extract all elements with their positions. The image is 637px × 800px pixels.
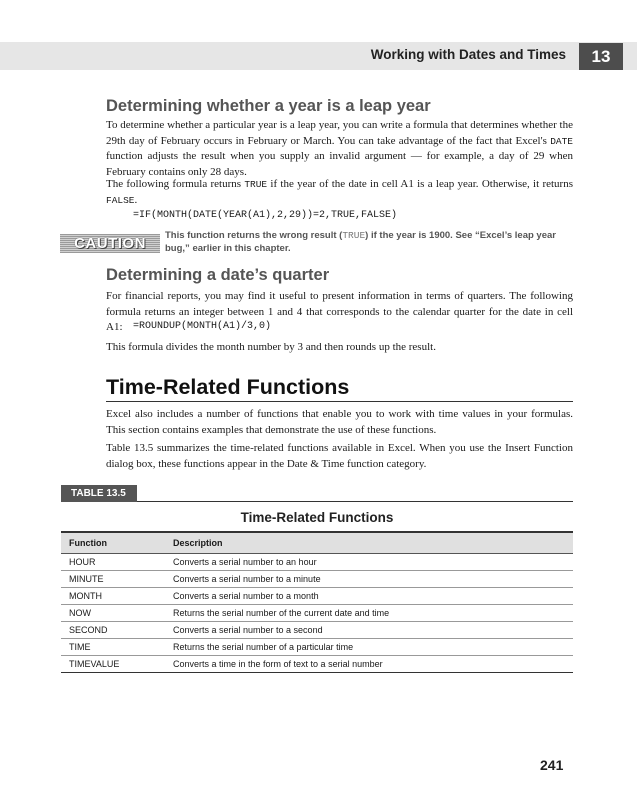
caution-text: This function returns the wrong result (TRUE) if the year is 1900. See “Excel’s leap year bug,” earlier in this chapter. xyxy=(165,230,556,254)
time-paragraph-2: Table 13.5 summarizes the time-related functions available in Excel. When you use the Insert Function dialog box, these functions appear in the Date & Time function category. xyxy=(106,442,573,470)
table-row xyxy=(61,639,573,656)
table-title: Time-Related Functions xyxy=(240,510,394,525)
function-cell: TIME xyxy=(69,642,91,652)
function-cell: NOW xyxy=(69,608,91,618)
description-cell: Converts a serial number to an hour xyxy=(173,557,317,567)
description-cell: Converts a serial number to a month xyxy=(173,591,319,601)
leap-year-heading: Determining whether a year is a leap year xyxy=(106,97,431,115)
leap-year-paragraph-2: The following formula returns TRUE if the year of the date in cell A1 is a leap year. Otherwise, it returns FALSE. xyxy=(106,178,573,206)
table-row xyxy=(61,622,573,639)
description-cell: Returns the serial number of a particular time xyxy=(173,642,354,652)
column-header-description: Description xyxy=(173,538,223,548)
page-number: 241 xyxy=(540,757,564,773)
table-row xyxy=(61,656,573,673)
time-functions-table xyxy=(61,531,573,673)
table-row xyxy=(61,588,573,605)
time-paragraph-1: Excel also includes a number of functions that enable you to work with time values in your formulas. This section contains examples that demonstrate the use of these functions. xyxy=(106,408,573,436)
table-header-row xyxy=(61,531,573,554)
table-row xyxy=(61,571,573,588)
quarter-paragraph-2: This formula divides the month number by 3 and then rounds up the result. xyxy=(106,341,436,353)
function-cell: HOUR xyxy=(69,557,96,567)
function-cell: MONTH xyxy=(69,591,102,601)
running-header-title: Working with Dates and Times xyxy=(370,47,566,62)
caution-badge: CAUTION xyxy=(60,234,160,253)
heading-rule xyxy=(106,401,573,402)
description-cell: Converts a serial number to a second xyxy=(173,625,323,635)
function-cell: TIMEVALUE xyxy=(69,659,120,669)
table-label: TABLE 13.5 xyxy=(61,485,137,502)
leap-year-formula: =IF(MONTH(DATE(YEAR(A1),2,29))=2,TRUE,FALSE) xyxy=(133,210,398,221)
function-cell: MINUTE xyxy=(69,574,104,584)
quarter-paragraph-1: For financial reports, you may find it useful to present information in terms of quarters. The following formula returns an integer between 1 and 4 that corresponds to the calendar quarter for the date in cell A1: xyxy=(106,290,573,333)
function-cell: SECOND xyxy=(69,625,108,635)
quarter-heading: Determining a date’s quarter xyxy=(106,266,330,284)
table-row xyxy=(61,605,573,622)
time-functions-heading: Time-Related Functions xyxy=(106,375,350,399)
description-cell: Returns the serial number of the current date and time xyxy=(173,608,390,618)
description-cell: Converts a time in the form of text to a serial number xyxy=(173,659,383,669)
leap-year-paragraph-1: To determine whether a particular year is a leap year, you can write a formula that determines whether the 29th day of February occurs in February or March. You can take advantage of the fact that Excel's DATE function adjusts the result when you supply an invalid argument — for example, a day of 29 when February contains only 28 days. xyxy=(106,119,573,178)
table-row xyxy=(61,554,573,571)
table-label-rule xyxy=(137,501,573,502)
chapter-number-badge: 13 xyxy=(579,43,623,70)
quarter-formula: =ROUNDUP(MONTH(A1)/3,0) xyxy=(133,321,272,332)
description-cell: Converts a serial number to a minute xyxy=(173,574,321,584)
column-header-function: Function xyxy=(69,538,107,548)
